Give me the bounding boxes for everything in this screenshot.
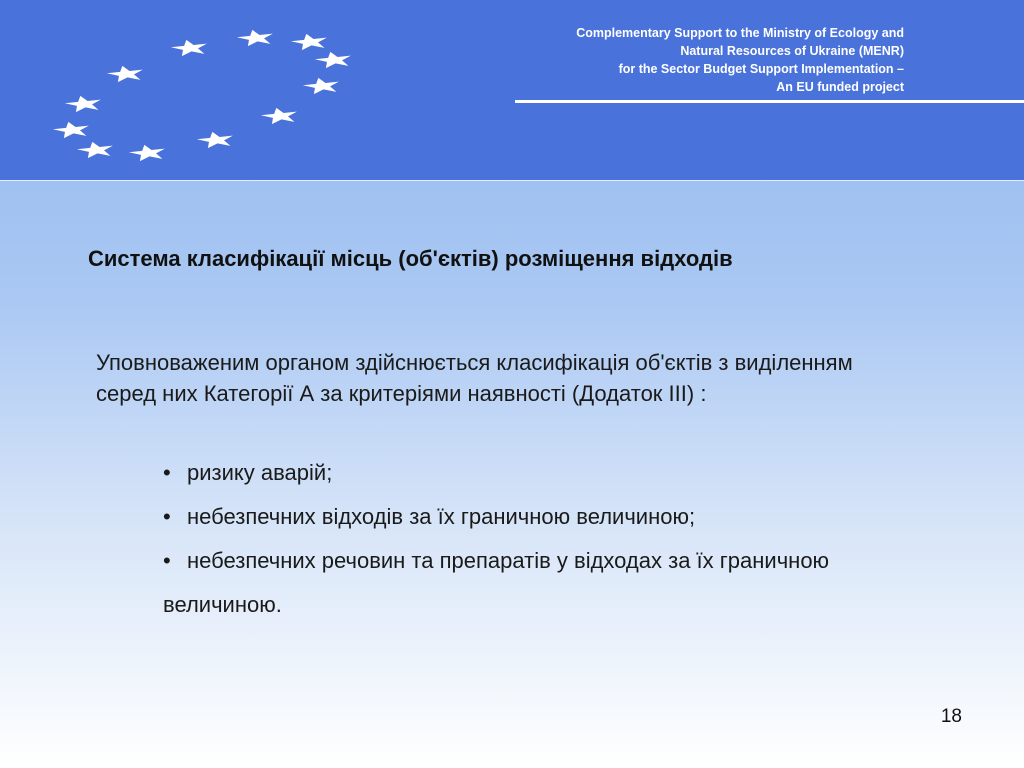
project-line-2: Natural Resources of Ukraine (MENR) [680,44,904,58]
project-line-3: for the Sector Budget Support Implementation – [618,62,904,76]
bullet-icon: • [163,460,171,485]
eu-stars-icon [0,0,420,180]
project-line-4: An EU funded project [776,80,904,94]
list-item [163,546,963,590]
list-item-continuation: величиною. [163,592,282,617]
header-divider [515,100,1024,103]
list-item-text: небезпечних речовин та препаратів у відходах за їх граничною [187,548,830,573]
page-number: 18 [940,706,962,727]
project-line-1: Complementary Support to the Ministry of Ecology and [576,26,904,40]
intro-paragraph: Уповноваженим органом здійснюється класифікація об'єктів з виділенням серед них Категорії А за критеріями наявності (Додаток ІІІ) : [96,350,853,406]
project-description [484,24,904,96]
list-item [163,458,963,502]
bullet-icon: • [163,548,171,573]
list-item-text: небезпечних відходів за їх граничною величиною; [187,504,696,529]
slide-title: Система класифікації місць (об'єктів) розміщення відходів [88,246,733,271]
header-band [0,0,1024,181]
list-item [163,502,963,546]
bullet-list [163,458,963,620]
list-item-text: ризику аварій; [187,460,333,485]
bullet-icon: • [163,504,171,529]
